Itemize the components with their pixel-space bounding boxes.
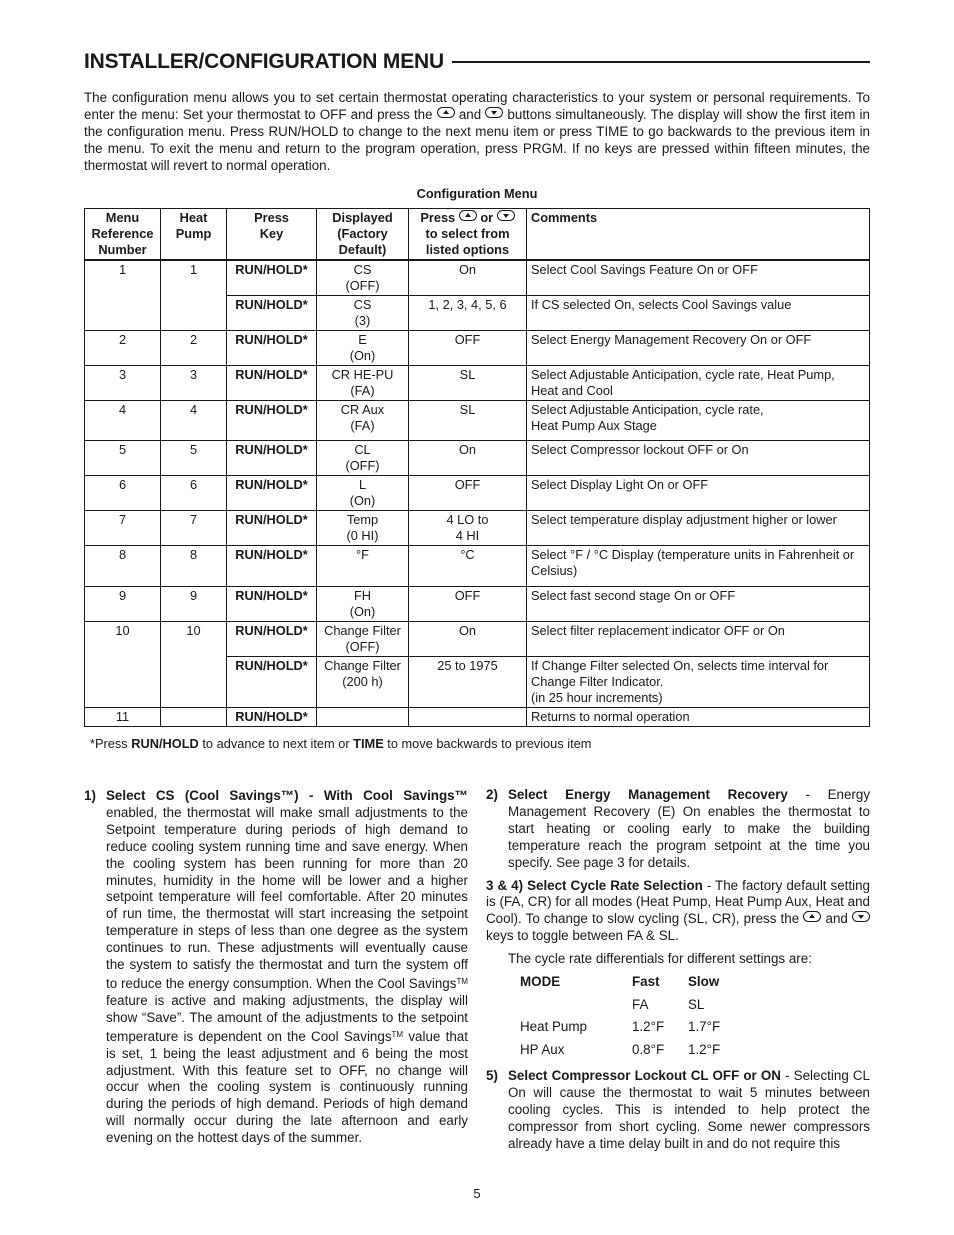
cell-heat-pump: 2 bbox=[161, 331, 227, 366]
header-displayed: Displayed (Factory Default) bbox=[317, 209, 409, 261]
section-number: 5) bbox=[486, 1068, 498, 1084]
table-row bbox=[85, 260, 870, 296]
table-row bbox=[85, 366, 870, 401]
differentials-intro: The cycle rate differentials for different settings are: bbox=[508, 951, 812, 967]
up-arrow-icon bbox=[803, 911, 821, 922]
cell-options bbox=[409, 708, 527, 727]
header-comments: Comments bbox=[527, 209, 870, 261]
rates-cell: 1.2°F bbox=[632, 1019, 665, 1035]
page-number: 5 bbox=[473, 1186, 481, 1201]
cell-displayed: CL (OFF) bbox=[317, 441, 409, 476]
section-heading: Select Energy Management Recovery bbox=[508, 787, 788, 802]
cell-displayed: CR HE-PU (FA) bbox=[317, 366, 409, 401]
cell-key: RUN/HOLD* bbox=[227, 260, 317, 296]
cell-key: RUN/HOLD* bbox=[227, 401, 317, 441]
section-text: - Energy Management Recovery (E) On enables the thermostat to start heating or cooling early to make the building temperature reach the program setpoint at the time you specify. See page 3 for details. bbox=[508, 787, 871, 870]
footnote-text: to advance to next item or bbox=[198, 736, 354, 751]
heading-rule bbox=[452, 61, 870, 63]
cell-heat-pump: 4 bbox=[161, 401, 227, 441]
left-column bbox=[84, 788, 468, 1153]
cell-options: OFF bbox=[409, 587, 527, 622]
cell-ref: 6 bbox=[85, 476, 161, 511]
cell-ref: 4 bbox=[85, 401, 161, 441]
cell-options: SL bbox=[409, 366, 527, 401]
cell-displayed: CR Aux (FA) bbox=[317, 401, 409, 441]
cell-displayed: E (On) bbox=[317, 331, 409, 366]
rates-cell: SL bbox=[688, 996, 705, 1012]
table-row bbox=[85, 546, 870, 587]
page-title bbox=[84, 50, 870, 74]
cell-key: RUN/HOLD* bbox=[227, 441, 317, 476]
cell-heat-pump: 8 bbox=[161, 546, 227, 587]
cell-comment: Select Adjustable Anticipation, cycle rate, Heat Pump, Heat and Cool bbox=[527, 366, 870, 401]
cell-ref: 2 bbox=[85, 331, 161, 366]
table-row bbox=[85, 587, 870, 622]
section-text: keys to toggle between FA & SL. bbox=[486, 928, 679, 944]
table-row bbox=[85, 441, 870, 476]
section-heading: Select CS (Cool Savings™) - With Cool Savings™ bbox=[106, 788, 468, 803]
cell-heat-pump: 7 bbox=[161, 511, 227, 546]
cell-ref: 11 bbox=[85, 708, 161, 727]
table-row bbox=[85, 331, 870, 366]
cell-comment: Select Display Light On or OFF bbox=[527, 476, 870, 511]
section-number: 3 & 4) bbox=[486, 877, 524, 893]
header-select-suffix: to select from listed options bbox=[425, 226, 510, 257]
cell-ref: 5 bbox=[85, 441, 161, 476]
cell-key: RUN/HOLD* bbox=[227, 331, 317, 366]
cell-options: On bbox=[409, 622, 527, 657]
header-select-options bbox=[409, 209, 527, 261]
cell-comment: Select Cool Savings Feature On or OFF bbox=[527, 260, 870, 296]
cell-key: RUN/HOLD* bbox=[227, 708, 317, 727]
footnote-text: *Press bbox=[90, 736, 132, 751]
header-press-key: Press Key bbox=[227, 209, 317, 261]
footnote-key-runhold: RUN/HOLD bbox=[131, 736, 199, 751]
section-cycle-rate bbox=[486, 878, 870, 969]
header-heat-pump: Heat Pump bbox=[161, 209, 227, 261]
cell-displayed: CS (3) bbox=[317, 296, 409, 331]
section-text: value that is set, 1 being the least adjustment and 6 being the most adjustment. With this feature set to OFF, no change will occur when the cooling system is continuously running during the periods of high demand. Periods of high demand will normally occur during the late afternoon and early evening on the hottest days of the summer. bbox=[106, 1028, 468, 1146]
cell-comment: Select °F / °C Display (temperature units in Fahrenheit or Celsius) bbox=[527, 546, 870, 587]
table-row bbox=[85, 511, 870, 546]
intro-text-1: The configuration menu allows you to set certain thermostat operating characteristics to your system or personal requirements. To enter the menu: Set your thermostat to OFF and press the bbox=[84, 90, 870, 122]
cell-ref: 9 bbox=[85, 587, 161, 622]
cell-displayed: Change Filter (OFF) bbox=[317, 622, 409, 657]
cell-displayed bbox=[317, 708, 409, 727]
cell-ref: 10 bbox=[85, 622, 161, 708]
cell-ref: 3 bbox=[85, 366, 161, 401]
table-row bbox=[520, 974, 720, 997]
header-press-word: Press bbox=[420, 210, 456, 225]
down-arrow-icon bbox=[497, 210, 515, 221]
table-row bbox=[85, 476, 870, 511]
table-row bbox=[520, 1019, 720, 1042]
cell-options: On bbox=[409, 441, 527, 476]
cell-heat-pump: 3 bbox=[161, 366, 227, 401]
cell-key: RUN/HOLD* bbox=[227, 296, 317, 331]
section-heading: Select Cycle Rate Selection bbox=[527, 877, 703, 893]
cell-key: RUN/HOLD* bbox=[227, 622, 317, 657]
rates-cell: HP Aux bbox=[520, 1041, 565, 1057]
section-energy-recovery bbox=[486, 787, 870, 872]
cell-options: °C bbox=[409, 546, 527, 587]
section-text: - The factory default setting is (FA, CR) for all modes (Heat Pump, Heat Pump Aux, Heat and Cool). To change to slow cycling (SL, CR), press the bbox=[486, 877, 870, 927]
cell-displayed: Change Filter (200 h) bbox=[317, 657, 409, 708]
cell-key: RUN/HOLD* bbox=[227, 546, 317, 587]
table-header-row bbox=[85, 209, 870, 261]
cell-displayed: Temp (0 HI) bbox=[317, 511, 409, 546]
section-body bbox=[106, 788, 468, 1147]
cell-displayed: FH (On) bbox=[317, 587, 409, 622]
table-row bbox=[85, 401, 870, 441]
section-body bbox=[486, 878, 870, 969]
rates-cell: 0.8°F bbox=[632, 1041, 665, 1057]
cell-key: RUN/HOLD* bbox=[227, 587, 317, 622]
cell-key: RUN/HOLD* bbox=[227, 511, 317, 546]
cell-comment: Returns to normal operation bbox=[527, 708, 870, 727]
cell-displayed: L (On) bbox=[317, 476, 409, 511]
section-text: feature is active and making adjustments, the display will show “Save”. The amount of the adjustments to the setpoint temperature is dependent on the Cool Savings bbox=[106, 992, 468, 1044]
cell-heat-pump: 10 bbox=[161, 622, 227, 708]
right-column bbox=[486, 787, 870, 1159]
cell-options: On bbox=[409, 260, 527, 296]
table-row bbox=[520, 1042, 720, 1065]
rates-cell: 1.7°F bbox=[688, 1019, 721, 1035]
down-arrow-icon bbox=[485, 107, 503, 118]
cell-options: 4 LO to 4 HI bbox=[409, 511, 527, 546]
cell-heat-pump: 6 bbox=[161, 476, 227, 511]
footnote-text: to move backwards to previous item bbox=[383, 736, 592, 751]
rates-header-slow: Slow bbox=[688, 974, 720, 990]
cycle-rate-differentials bbox=[508, 951, 870, 968]
section-cool-savings bbox=[84, 788, 468, 1147]
cell-comment: Select Energy Management Recovery On or OFF bbox=[527, 331, 870, 366]
section-heading: Select Compressor Lockout CL OFF or ON bbox=[508, 1068, 781, 1084]
cell-comment: Select filter replacement indicator OFF or On bbox=[527, 622, 870, 657]
cell-heat-pump bbox=[161, 708, 227, 727]
cell-comment: If Change Filter selected On, selects time interval for Change Filter Indicator. (in 25 hour increments) bbox=[527, 657, 870, 708]
header-or-word: or bbox=[480, 210, 494, 225]
down-arrow-icon bbox=[852, 911, 870, 922]
section-number: 2) bbox=[486, 787, 498, 802]
rates-cell bbox=[520, 997, 632, 1020]
up-arrow-icon bbox=[437, 107, 455, 118]
table-row bbox=[520, 997, 720, 1020]
cell-comment: Select Adjustable Anticipation, cycle rate, Heat Pump Aux Stage bbox=[527, 401, 870, 441]
rates-cell: 1.2°F bbox=[688, 1041, 721, 1057]
cell-key: RUN/HOLD* bbox=[227, 657, 317, 708]
cell-comment: Select Compressor lockout OFF or On bbox=[527, 441, 870, 476]
cell-heat-pump: 5 bbox=[161, 441, 227, 476]
cell-options: 25 to 1975 bbox=[409, 657, 527, 708]
cell-options: OFF bbox=[409, 331, 527, 366]
header-menu-reference: Menu Reference Number bbox=[85, 209, 161, 261]
cell-heat-pump: 1 bbox=[161, 260, 227, 331]
cell-options: SL bbox=[409, 401, 527, 441]
trademark-mark: TM bbox=[391, 1029, 404, 1039]
cell-options: OFF bbox=[409, 476, 527, 511]
section-text: enabled, the thermostat will make small adjustments to the Setpoint temperature during periods of high demand to reduce cooling system running time and save energy. When the cooling system has been running for more than 20 minutes, humidity in the home will be lower and a higher setpoint temperature will feel comfortable. After 20 minutes of run time, the thermostat will start increasing the setpoint temperature in steps of less than one degree as the system continues to run. These adjustments will eventually cause the system to satisfy the thermostat and turn the system off to reduce the energy consumption. When the Cool Savings bbox=[106, 804, 468, 991]
rates-cell: FA bbox=[632, 996, 649, 1012]
cell-comment: Select temperature display adjustment higher or lower bbox=[527, 511, 870, 546]
page-heading: INSTALLER/CONFIGURATION MENU bbox=[84, 50, 444, 73]
section-text: - Selecting CL On will cause the thermostat to wait 5 minutes between cooling cycles. This is intended to help protect the compressor from short cycling. Some newer compressors already have a time delay built in and do not require this bbox=[508, 1068, 871, 1151]
table-row bbox=[85, 708, 870, 727]
table-caption: Configuration Menu bbox=[416, 186, 538, 201]
cycle-rate-table bbox=[520, 974, 720, 1064]
cell-comment: If CS selected On, selects Cool Savings value bbox=[527, 296, 870, 331]
section-number: 1) bbox=[84, 788, 96, 803]
intro-and: and bbox=[458, 106, 482, 122]
table-footnote bbox=[90, 736, 591, 751]
cell-key: RUN/HOLD* bbox=[227, 366, 317, 401]
table-row bbox=[85, 622, 870, 657]
section-body bbox=[508, 1068, 870, 1153]
cell-heat-pump: 9 bbox=[161, 587, 227, 622]
section-compressor-lockout bbox=[486, 1068, 870, 1153]
trademark-mark: TM bbox=[456, 976, 468, 986]
configuration-menu-table bbox=[84, 208, 870, 727]
rates-cell: Heat Pump bbox=[520, 1019, 587, 1035]
cell-comment: Select fast second stage On or OFF bbox=[527, 587, 870, 622]
rates-header-fast: Fast bbox=[632, 974, 660, 990]
cell-key: RUN/HOLD* bbox=[227, 476, 317, 511]
section-body bbox=[508, 787, 870, 872]
rates-header-mode: MODE bbox=[520, 974, 561, 990]
cell-displayed: CS (OFF) bbox=[317, 260, 409, 296]
cell-ref: 8 bbox=[85, 546, 161, 587]
footnote-key-time: TIME bbox=[353, 736, 384, 751]
intro-paragraph bbox=[84, 90, 870, 175]
intro-text-2: buttons simultaneously. The display will show the first item in the configuration menu. Press RUN/HOLD to change to the next menu item or press TIME to go backwards to the previous item in the menu. To exit the menu and return to the program operation, press PRGM. If no keys are pressed within fifteen minutes, the thermostat will revert to normal operation. bbox=[84, 106, 870, 173]
cell-ref: 1 bbox=[85, 260, 161, 331]
up-arrow-icon bbox=[459, 210, 477, 221]
section-text: and bbox=[825, 911, 848, 927]
cell-options: 1, 2, 3, 4, 5, 6 bbox=[409, 296, 527, 331]
cell-displayed: °F bbox=[317, 546, 409, 587]
cell-ref: 7 bbox=[85, 511, 161, 546]
